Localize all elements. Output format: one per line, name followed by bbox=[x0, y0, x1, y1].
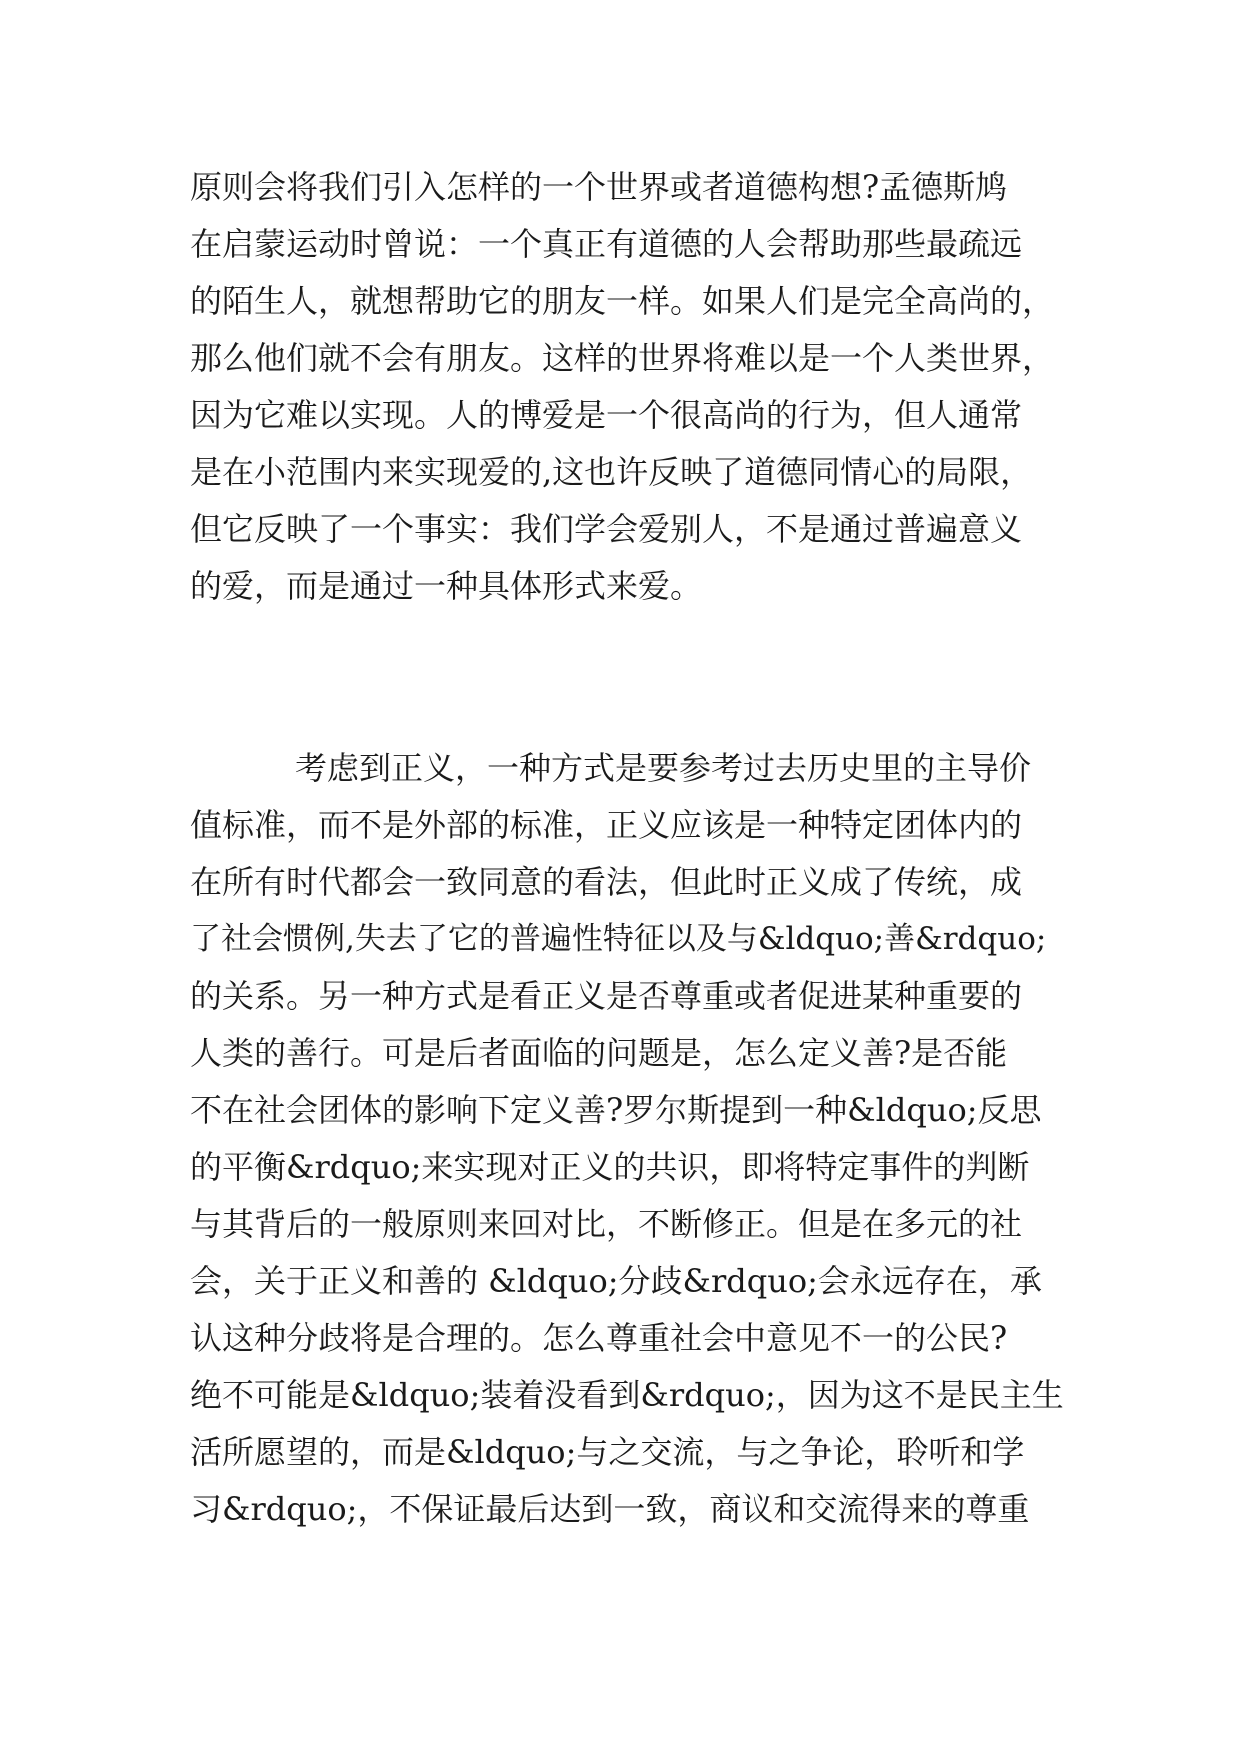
text-line: 的陌生人，就想帮助它的朋友一样。如果人们是完全高尚的， bbox=[190, 282, 1055, 320]
text-line: 活所愿望的，而是&ldquo;与之交流，与之争论，聆听和学 bbox=[190, 1433, 1025, 1471]
text-line: 值标准，而不是外部的标准，正义应该是一种特定团体内的 bbox=[190, 806, 1023, 844]
text-line: 与其背后的一般原则来回对比，不断修正。但是在多元的社 bbox=[190, 1205, 1023, 1243]
paragraph-2 bbox=[190, 740, 1070, 1538]
text-line: 的平衡&rdquo;来实现对正义的共识，即将特定事件的判断 bbox=[190, 1148, 1030, 1186]
text-line: 的爱，而是通过一种具体形式来爱。 bbox=[190, 567, 703, 605]
paragraph-1 bbox=[190, 159, 1070, 615]
text-line: 的关系。另一种方式是看正义是否尊重或者促进某种重要的 bbox=[190, 977, 1023, 1015]
text-line: 不在社会团体的影响下定义善?罗尔斯提到一种&ldquo;反思 bbox=[190, 1091, 1042, 1129]
text-line: 在启蒙运动时曾说：一个真正有道德的人会帮助那些最疏远 bbox=[190, 225, 1023, 263]
text-line-indented: 考虑到正义，一种方式是要参考过去历史里的主导价 bbox=[295, 749, 1032, 787]
text-line: 但它反映了一个事实：我们学会爱别人，不是通过普遍意义 bbox=[190, 510, 1023, 548]
text-line: 因为它难以实现。人的博爱是一个很高尚的行为，但人通常 bbox=[190, 396, 1023, 434]
text-line: 会，关于正义和善的 &ldquo;分歧&rdquo;会永远存在，承 bbox=[190, 1262, 1042, 1300]
text-line: 那么他们就不会有朋友。这样的世界将难以是一个人类世界， bbox=[190, 339, 1055, 377]
text-line: 人类的善行。可是后者面临的问题是，怎么定义善?是否能 bbox=[190, 1034, 1008, 1072]
text-line: 是在小范围内来实现爱的,这也许反映了道德同情心的局限， bbox=[190, 453, 1033, 491]
text-line: 绝不可能是&ldquo;装着没看到&rdquo;，因为这不是民主生 bbox=[190, 1376, 1064, 1414]
text-line: 了社会惯例,失去了它的普遍性特征以及与&ldquo;善&rdquo; bbox=[190, 921, 1047, 957]
text-line: 认这种分歧将是合理的。怎么尊重社会中意见不一的公民? bbox=[190, 1319, 1008, 1357]
text-line: 在所有时代都会一致同意的看法，但此时正义成了传统，成 bbox=[190, 863, 1023, 901]
text-line: 原则会将我们引入怎样的一个世界或者道德构想?孟德斯鸠 bbox=[190, 168, 1008, 206]
text-line: 习&rdquo;，不保证最后达到一致，商议和交流得来的尊重 bbox=[190, 1490, 1030, 1528]
